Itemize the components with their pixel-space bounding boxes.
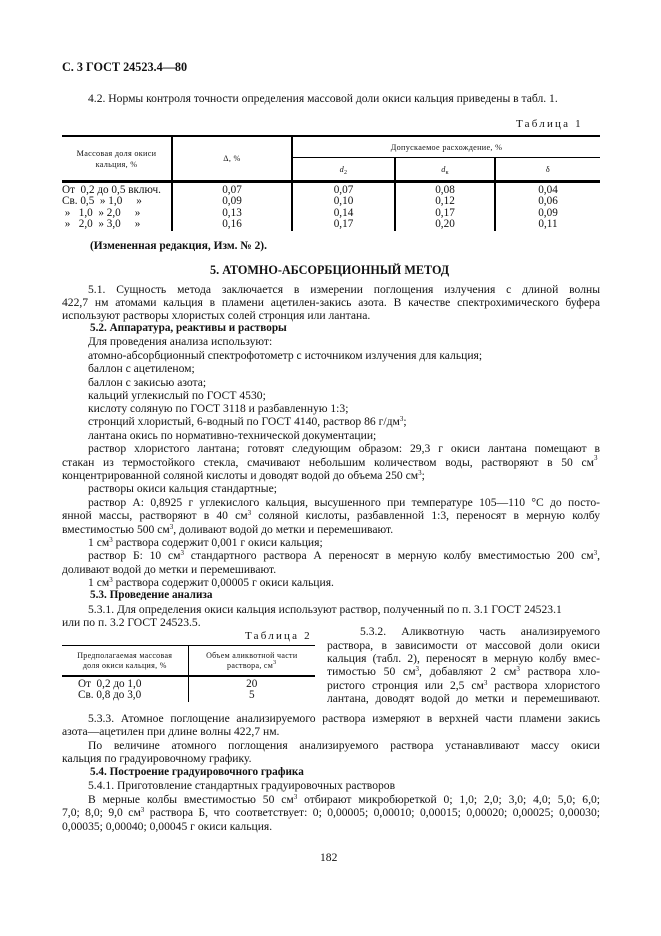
clause-5-3-3-line1: 5.3.3. Атомное поглощение анализируемого раствора измеряют в верхней части пламени закись	[88, 712, 600, 725]
table-row: От 0,2 до 1,0 20	[62, 676, 315, 690]
clause-5-3-2-line3: кальция (табл. 2), переносят в мерную колбу вмес-	[327, 652, 600, 665]
clause-5-1-line2: 422,7 нм атомами кальция в пламени ацетилен-закись азота. В качестве спектрохимического буфера	[62, 296, 600, 309]
clause-5-3-2-line4: тимостью 50 $см^3$, добавляют 2 $см^3$ раствора хло-	[327, 665, 600, 678]
clause-5-3-1-line2: или по п. 3.2 ГОСТ 24523.5.	[62, 616, 201, 629]
clause-5-1-line1: 5.1. Сущность метода заключается в измерении поглощения излучения с длиной волны	[88, 283, 600, 296]
mass-by-graph-line1: По величине атомного поглощения анализируемого раствора устанавливают массу окиси	[88, 739, 600, 752]
section-5-title: 5. АТОМНО-АБСОРБЦИОННЫЙ МЕТОД	[210, 263, 450, 277]
table1-caption: Таблица 1	[516, 118, 583, 130]
clause-5-3-title: 5.3. Проведение анализа	[90, 589, 213, 601]
table-2	[62, 645, 315, 702]
lanthanum-line3: концентрированной соляной кислоты и доводят водой до объема 250 $см^3$;	[62, 469, 425, 482]
lanthanum-line1: раствор хлористого лантана; готовят следующим образом: 29,3 г окиси лантана помещают в	[88, 442, 600, 455]
contains-a: 1 $см^3$ раствора содержит 0,001 г окиси кальция;	[88, 536, 323, 549]
solution-b-line2: доливают водой до метки и перемешивают.	[62, 563, 277, 576]
list-item: баллон с ацетиленом;	[88, 362, 195, 375]
t1-header-dk: $d_к$	[395, 158, 495, 182]
contains-b: 1 $см^3$ раствора содержит 0,00005 г окиси кальция.	[88, 576, 334, 589]
mass-by-graph-line2: кальция по градуировочному графику.	[62, 752, 252, 765]
clause-5-3-3-line2: азота—ацетилен при длине волны 422,7 нм.	[62, 725, 280, 738]
lanthanum-line2: стакан из термостойкого стекла, смачивают небольшим количеством воды, растворяют в 50 см	[62, 456, 594, 469]
t1-header-d2: $d_2$	[292, 158, 395, 182]
clause-5-3-2-line2: раствора, в зависимости от массовой доли окиси	[327, 639, 600, 652]
list-item: атомно-абсорбционный спектрофотометр с источником излучения для кальция;	[88, 349, 483, 362]
table-row: Св. 0,8 до 3,0 5	[62, 690, 315, 701]
list-item: баллон с закисью азота;	[88, 376, 207, 389]
clause-5-3-1-line1: 5.3.1. Для определения окиси кальция используют раствор, полученный по п. 3.1 ГОСТ 24523.1	[88, 603, 562, 616]
clause-5-4-1-line3: 0,00035; 0,00040; 0,00045 г окиси кальция.	[62, 820, 273, 833]
solution-b-line1: раствор Б: 10 $см^3$ стандартного раствора А переносят в мерную колбу вместимостью 200 $см^3$,	[88, 549, 600, 562]
clause-5-4-1-line1: В мерные колбы вместимостью 50 $см^3$ отбирают микробюреткой 0; 1,0; 2,0; 3,0; 4,0; 5,0; 6,0;	[88, 793, 600, 806]
clause-5-3-2-line5: ристого стронция или 2,5 $см^3$ раствора хлористого	[327, 679, 601, 692]
table-row: » 2,0 » 3,0 » 0,16 0,17 0,20 0,11	[62, 219, 600, 230]
clause-5-3-2-line1: 5.3.2. Аликвотную часть анализируемого	[360, 625, 600, 638]
list-item: кальций углекислый по ГОСТ 4530;	[88, 389, 266, 402]
clause-5-4-1-line2: 7,0; 8,0; 9,0 $см^3$ раствора Б, что соответствует: 0; 0,00005; 0,00010; 0,00015; 0,00020; 0,00025; 0,00030;	[62, 806, 600, 819]
solution-a-line1: раствор А: 0,8925 г углекислого кальция, высушенного при температуре 105—110 °С до посто-	[88, 496, 600, 509]
t1-header-mass-fraction: Массовая доля окиси кальция, %	[62, 136, 172, 182]
table-row: » 1,0 » 2,0 » 0,13 0,14 0,17 0,09	[62, 208, 600, 219]
solution-a-line3: вместимостью 500 $см^3$, доливают водой до метки и перемешивают.	[62, 523, 394, 536]
t1-header-delta: δ	[495, 158, 600, 182]
clause-5-1-line3: используют растворы хлористых солей стронция или лантана.	[62, 309, 371, 322]
t1-header-allowed-discrepancy: Допускаемое расхождение, %	[292, 136, 600, 158]
list-item: Для проведения анализа используют:	[88, 335, 273, 348]
table-1	[62, 135, 600, 231]
list-item: стронций хлористый, 6-водный по ГОСТ 4140, раствор 86 $г/дм^3$;	[88, 415, 407, 428]
clause-5-4-title: 5.4. Построение градуировочного графика	[90, 766, 304, 778]
t2-header-mass-fraction: Предполагаемая массовая доля окиси кальция, %	[62, 646, 188, 677]
std-solutions: растворы окиси кальция стандартные;	[88, 482, 277, 495]
solution-a-line2: янной массы, растворяют в 40 $см^3$ соляной кислоты, разбавленной 1:3, переносят в мерную колбу	[62, 509, 600, 522]
clause-5-4-1-title: 5.4.1. Приготовление стандартных градуировочных растворов	[88, 779, 396, 792]
clause-4-2: 4.2. Нормы контроля точности определения массовой доли окиси кальция приведены в табл. 1.	[88, 92, 558, 105]
page-number: 182	[320, 851, 338, 864]
clause-5-3-2-line6: лантана, доводят водой до метки и перемешивают.	[327, 692, 600, 705]
list-item: кислоту соляную по ГОСТ 3118 и разбавленную 1:3;	[88, 402, 349, 415]
amendment-note: (Измененная редакция, Изм. № 2).	[90, 240, 267, 252]
t2-header-aliquot-volume: Объем аликвотной части раствора, $см^3$	[188, 646, 315, 677]
clause-5-2-title: 5.2. Аппаратура, реактивы и растворы	[90, 322, 287, 334]
t1-header-delta-pct: Δ, %	[172, 136, 292, 182]
table2-caption: Таблица 2	[245, 630, 312, 642]
page-header: С. 3 ГОСТ 24523.4—80	[62, 60, 188, 74]
table-row: От 0,2 до 0,5 включ. 0,07 0,07 0,08 0,04	[62, 182, 600, 197]
list-item: лантана окись по нормативно-технической документации;	[88, 429, 377, 442]
table-row: Св. 0,5 » 1,0 » 0,09 0,10 0,12 0,06	[62, 196, 600, 207]
